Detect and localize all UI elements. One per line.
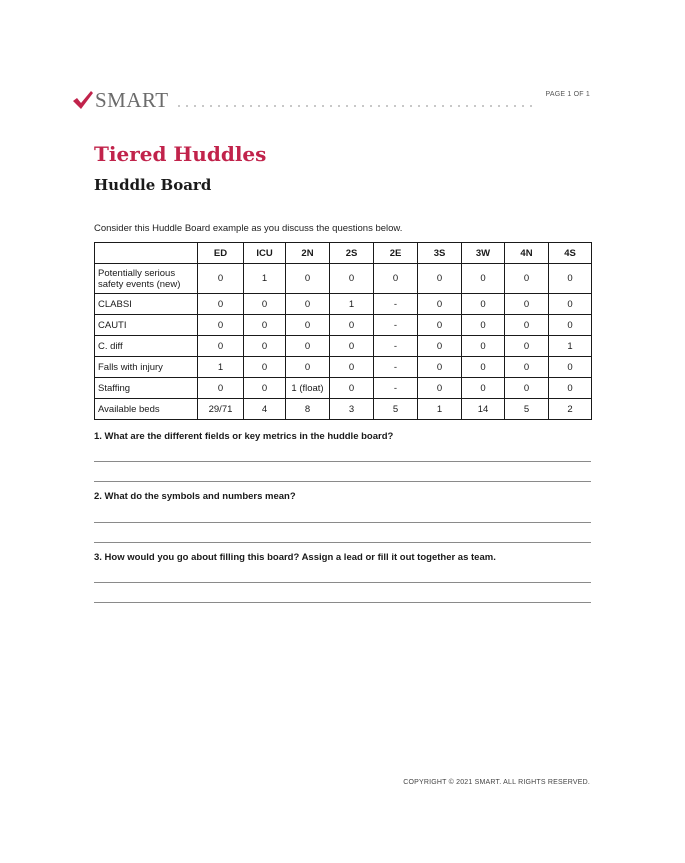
table-row [95,294,592,315]
table-cell: - [374,336,418,357]
table-cell: 0 [198,315,244,336]
table-row [95,399,592,420]
table-cell: 0 [374,264,418,294]
table-cell: 0 [244,336,286,357]
answer-line [94,542,591,543]
table-cell: 0 [505,315,549,336]
table-cell: 0 [286,264,330,294]
dotted-divider [175,105,536,107]
table-cell: 0 [505,357,549,378]
table-cell: 5 [374,399,418,420]
table-cell: 0 [244,294,286,315]
table-cell: 0 [286,357,330,378]
answer-line [94,582,591,583]
table-cell: - [374,357,418,378]
column-header: ICU [244,243,286,264]
table-cell: 0 [418,336,462,357]
smart-logo [72,88,169,110]
question-3: 3. How would you go about filling this board? Assign a lead or fill it out together as team. [94,552,496,563]
page-header [72,88,590,110]
table-cell: 8 [286,399,330,420]
table-cell: 0 [198,336,244,357]
table-cell: 2 [549,399,592,420]
table-cell: 1 [549,336,592,357]
answer-line [94,481,591,482]
table-cell: 1 (float) [286,378,330,399]
answer-line [94,602,591,603]
table-cell: 0 [462,315,505,336]
table-cell: 0 [198,264,244,294]
table-cell: 0 [418,315,462,336]
table-cell: 0 [286,315,330,336]
table-cell: 3 [330,399,374,420]
table-cell: 0 [418,294,462,315]
table-row [95,315,592,336]
table-cell: 0 [462,294,505,315]
page-subtitle: Huddle Board [94,176,212,194]
table-header-row [95,243,592,264]
table-cell: - [374,378,418,399]
table-cell: 0 [549,264,592,294]
table-cell: 0 [418,357,462,378]
table-cell: - [374,315,418,336]
table-cell: 0 [505,378,549,399]
row-label: CLABSI [95,294,198,315]
table-cell: 0 [286,336,330,357]
copyright-footer: COPYRIGHT © 2021 SMART. ALL RIGHTS RESERVED. [403,779,590,786]
row-label: Staffing [95,378,198,399]
answer-line [94,522,591,523]
table-cell: 0 [418,264,462,294]
page-number: PAGE 1 OF 1 [545,91,590,98]
table-row [95,378,592,399]
table-cell: 1 [418,399,462,420]
table-cell: 0 [462,264,505,294]
row-label: Available beds [95,399,198,420]
row-label: C. diff [95,336,198,357]
table-cell: 0 [505,264,549,294]
table-cell: 5 [505,399,549,420]
huddle-board-table [94,242,592,420]
column-header: 3S [418,243,462,264]
table-cell: - [374,294,418,315]
table-cell: 0 [505,294,549,315]
table-cell: 0 [330,357,374,378]
table-cell: 0 [198,294,244,315]
answer-line [94,461,591,462]
table-cell: 0 [330,315,374,336]
page-title: Tiered Huddles [94,142,267,166]
table-cell: 0 [462,336,505,357]
table-cell: 0 [505,336,549,357]
question-2: 2. What do the symbols and numbers mean? [94,491,296,502]
row-label: CAUTI [95,315,198,336]
table-row [95,357,592,378]
column-header: 2E [374,243,418,264]
table-cell: 0 [244,357,286,378]
table-cell: 0 [198,378,244,399]
column-header: 3W [462,243,505,264]
table-cell: 0 [549,378,592,399]
table-cell: 0 [462,357,505,378]
table-cell: 0 [462,378,505,399]
row-label: Potentially serious safety events (new) [95,264,198,294]
row-label: Falls with injury [95,357,198,378]
table-cell: 1 [244,264,286,294]
column-header: 4S [549,243,592,264]
table-cell: 0 [549,294,592,315]
column-header: 4N [505,243,549,264]
table-cell: 1 [330,294,374,315]
question-1: 1. What are the different fields or key metrics in the huddle board? [94,431,394,442]
table-cell: 29/71 [198,399,244,420]
column-header: 2S [330,243,374,264]
table-cell: 0 [330,378,374,399]
table-cell: 0 [244,315,286,336]
table-cell: 0 [418,378,462,399]
table-row [95,336,592,357]
column-header: ED [198,243,244,264]
column-header: 2N [286,243,330,264]
table-cell: 1 [198,357,244,378]
intro-text: Consider this Huddle Board example as you discuss the questions below. [94,223,403,234]
table-cell: 0 [330,264,374,294]
checkmark-icon [72,90,94,110]
column-header [95,243,198,264]
logo-text: SMART [95,88,169,112]
table-cell: 4 [244,399,286,420]
table-cell: 0 [286,294,330,315]
table-cell: 0 [244,378,286,399]
table-cell: 0 [549,357,592,378]
table-row [95,264,592,294]
table-cell: 14 [462,399,505,420]
table-cell: 0 [549,315,592,336]
table-cell: 0 [330,336,374,357]
